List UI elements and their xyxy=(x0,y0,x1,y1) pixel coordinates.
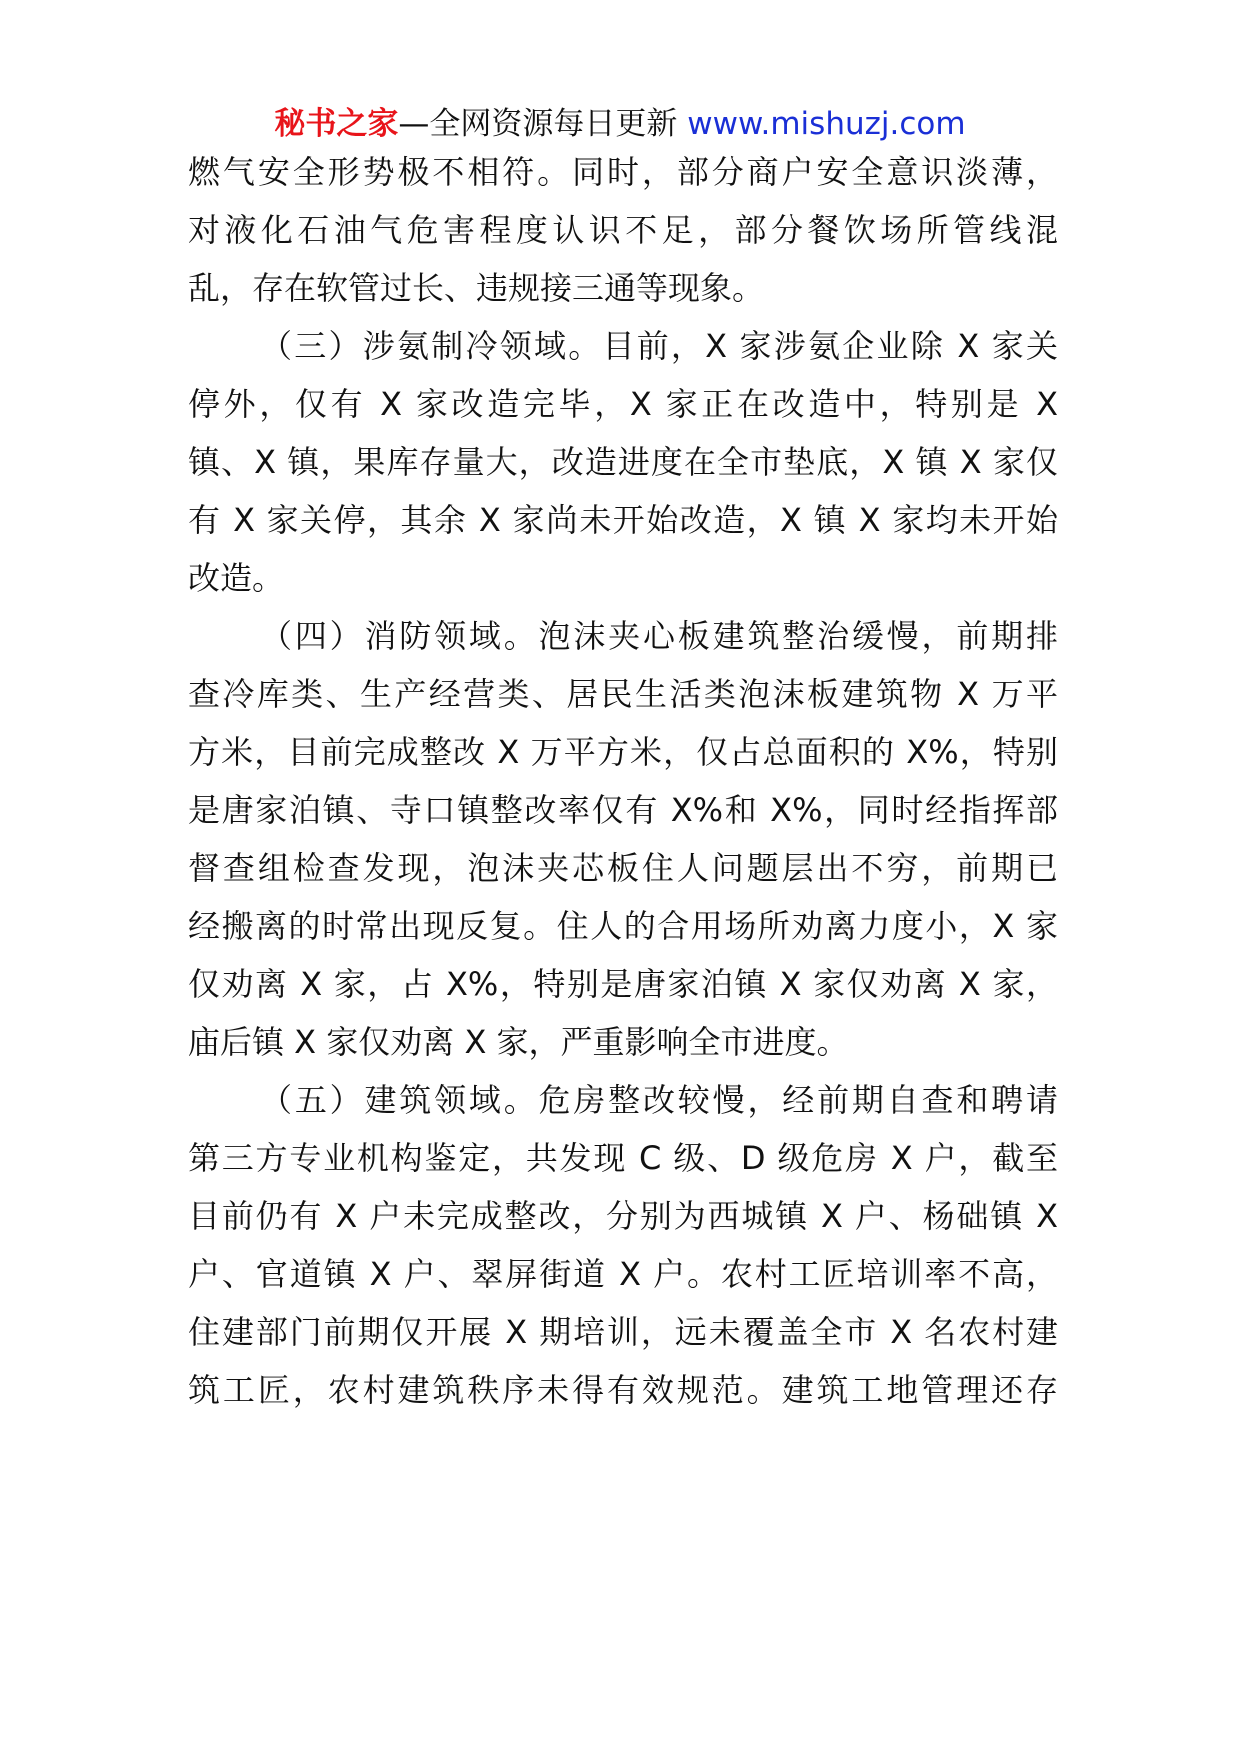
text-line: 对液化石油气危害程度认识不足，部分餐饮场所管线混 xyxy=(188,211,1058,249)
text-line: 庙后镇 X 家仅劝离 X 家，严重影响全市进度。 xyxy=(188,1023,849,1061)
text-line: 督查组检查发现，泡沫夹芯板住人问题层出不穷，前期已 xyxy=(188,849,1058,887)
text-line: 经搬离的时常出现反复。住人的合用场所劝离力度小，X 家 xyxy=(188,907,1058,945)
text-line: 改造。 xyxy=(188,559,285,597)
page-header xyxy=(0,104,1240,144)
text-line: 住建部门前期仅开展 X 期培训，远未覆盖全市 X 名农村建 xyxy=(188,1313,1058,1351)
text-line: 筑工匠，农村建筑秩序未得有效规范。建筑工地管理还存 xyxy=(188,1371,1058,1409)
header-slogan: —全网资源每日更新 xyxy=(398,106,678,142)
section-heading-line: （五）建筑领域。危房整改较慢，经前期自查和聘请 xyxy=(260,1081,1058,1119)
section-heading-line: （三）涉氨制冷领域。目前，X 家涉氨企业除 X 家关 xyxy=(260,327,1058,365)
text-line: 乱，存在软管过长、违规接三通等现象。 xyxy=(188,269,765,307)
text-line: 目前仍有 X 户未完成整改，分别为西城镇 X 户、杨础镇 X xyxy=(188,1197,1058,1235)
header-url[interactable]: www.mishuzj.com xyxy=(687,106,966,142)
text-line: 方米，目前完成整改 X 万平方米，仅占总面积的 X%，特别 xyxy=(188,733,1058,771)
text-line: 有 X 家关停，其余 X 家尚未开始改造，X 镇 X 家均未开始 xyxy=(188,501,1058,539)
header-brand: 秘书之家 xyxy=(274,106,399,142)
text-line: 是唐家泊镇、寺口镇整改率仅有 X%和 X%，同时经指挥部 xyxy=(188,791,1058,829)
text-line: 查冷库类、生产经营类、居民生活类泡沫板建筑物 X 万平 xyxy=(188,675,1058,713)
section-heading-line: （四）消防领域。泡沫夹心板建筑整治缓慢，前期排 xyxy=(260,617,1058,655)
text-line: 户、官道镇 X 户、翠屏街道 X 户。农村工匠培训率不高， xyxy=(188,1255,1058,1293)
text-line: 第三方专业机构鉴定，共发现 C 级、D 级危房 X 户，截至 xyxy=(188,1139,1058,1177)
text-line: 仅劝离 X 家，占 X%，特别是唐家泊镇 X 家仅劝离 X 家， xyxy=(188,965,1058,1003)
text-line: 停外，仅有 X 家改造完毕，X 家正在改造中，特别是 X xyxy=(188,385,1058,423)
text-line: 燃气安全形势极不相符。同时，部分商户安全意识淡薄， xyxy=(188,153,1058,191)
text-line: 镇、X 镇，果库存量大，改造进度在全市垫底，X 镇 X 家仅 xyxy=(188,443,1058,481)
